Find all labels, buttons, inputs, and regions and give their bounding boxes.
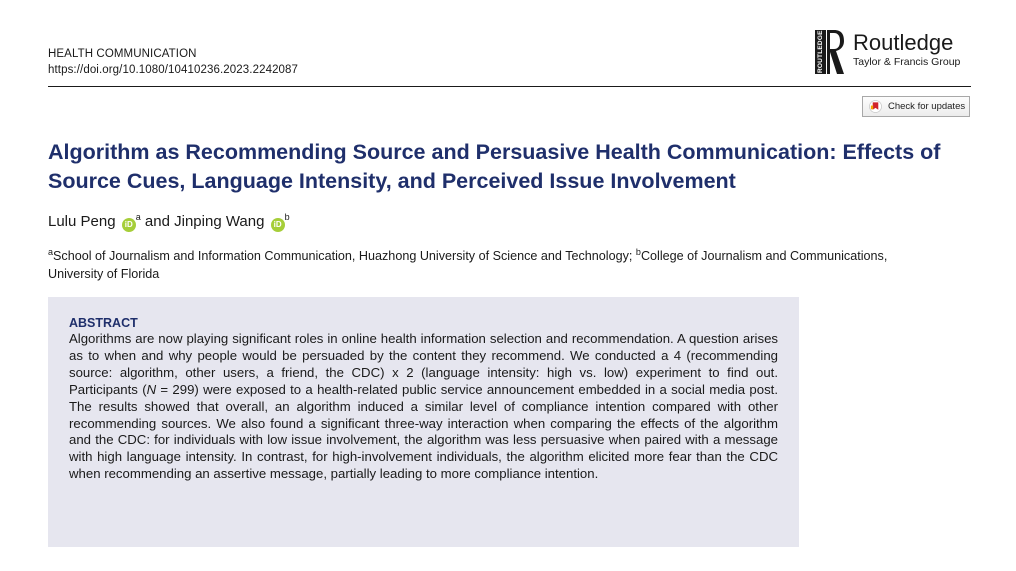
article-title: Algorithm as Recommending Source and Persuasive Health Communication: Effects of Source Cues, Language Intensity, and Perceived Issue Involvement bbox=[48, 140, 941, 193]
publisher-logo[interactable] bbox=[815, 30, 960, 74]
abstract-text bbox=[69, 331, 778, 483]
author-joiner: and bbox=[144, 213, 170, 230]
orcid-icon[interactable]: iD bbox=[122, 218, 136, 232]
routledge-mark bbox=[815, 30, 845, 74]
affiliation-text: College of Journalism and Communications, University of Florida bbox=[48, 249, 888, 282]
publisher-name: Routledge bbox=[853, 30, 954, 55]
author-affiliation-marker: b bbox=[284, 212, 290, 222]
abstract-text-part: = 299) were exposed to a health-related public service announcement embedded in a social media post. The results showed that overall, an algorithm induced a similar level of compliance intention compared with other recommending sources. We also found a significant three-way interaction when comparing the effects of the algorithm and the CDC: for individuals with low issue involvement, the algorithm was less persuasive when paired with a message with high language intensity. In contrast, for high-involvement individuals, the algorithm elicited more fear than the CDC when recommending an assertive message, partially leading to more compliance intention. bbox=[69, 381, 778, 482]
abstract-text-part: Algorithms are now playing significant roles in online health information selection and recommendation. A question arises as to when and why people would be persuaded by the content they recommend. We conducted a 4 (recommending source: algorithm, other users, a friend, the CDC) x 2 (language intensity: high vs. low) experiment to find out. Participants ( bbox=[69, 331, 778, 397]
abstract-box bbox=[48, 297, 799, 547]
affiliations bbox=[48, 243, 928, 283]
doi-link[interactable]: https://doi.org/10.1080/10410236.2023.2242087 bbox=[48, 64, 299, 76]
journal-name: HEALTH COMMUNICATION bbox=[48, 48, 197, 60]
affiliation-marker: b bbox=[635, 247, 641, 257]
check-for-updates-label: Check for updates bbox=[888, 101, 966, 112]
orcid-icon[interactable]: iD bbox=[271, 218, 285, 232]
affiliation-marker: a bbox=[48, 247, 54, 257]
header-divider bbox=[48, 86, 971, 87]
abstract-heading: ABSTRACT bbox=[69, 316, 138, 330]
affiliation-text: School of Journalism and Information Communication, Huazhong University of Science and Technology; bbox=[53, 249, 633, 264]
journal-header bbox=[48, 46, 298, 78]
author-list bbox=[48, 206, 290, 233]
check-for-updates-button[interactable] bbox=[862, 96, 970, 117]
crossmark-icon bbox=[869, 100, 882, 113]
author-name[interactable]: Jinping Wang bbox=[174, 213, 265, 230]
author-affiliation-marker: a bbox=[135, 212, 141, 222]
routledge-r-icon bbox=[827, 30, 845, 74]
publisher-group: Taylor & Francis Group bbox=[853, 56, 961, 68]
logo-vertical-text: ROUTLEDGE bbox=[817, 30, 824, 74]
author-name[interactable]: Lulu Peng bbox=[48, 213, 116, 230]
sample-size-symbol: N bbox=[146, 381, 157, 397]
